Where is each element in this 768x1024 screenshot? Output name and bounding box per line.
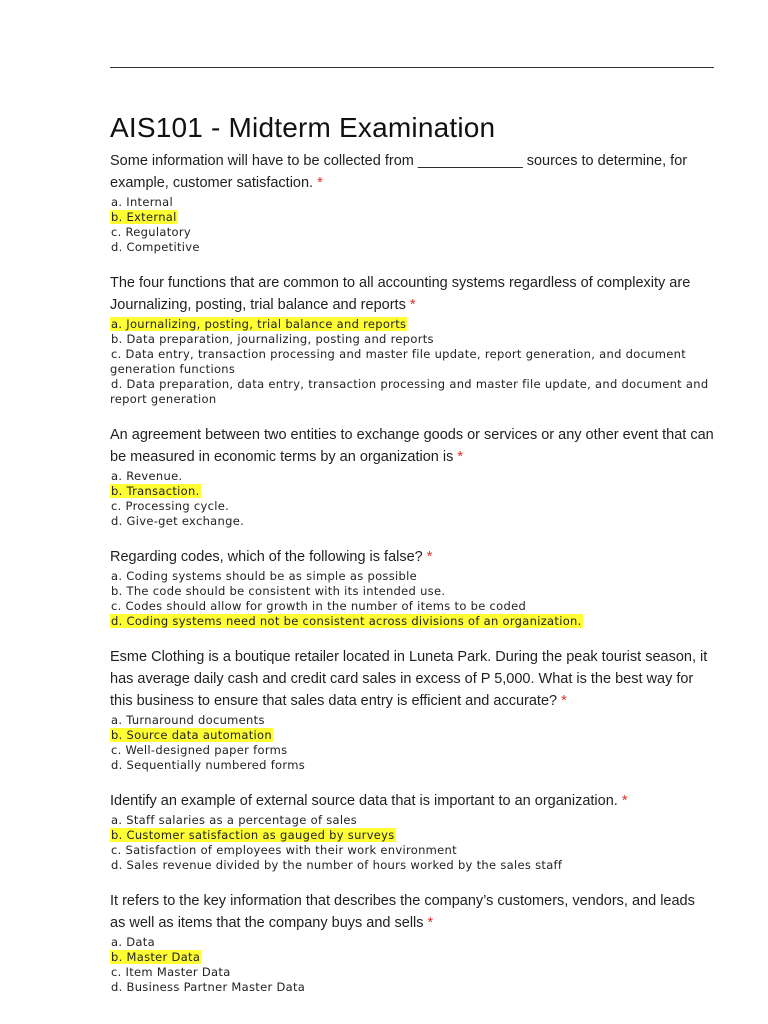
- answer-option: [110, 240, 714, 255]
- question-block: [110, 890, 714, 995]
- question-text: [110, 546, 714, 568]
- required-marker: *: [621, 793, 628, 809]
- option-label: a. Journalizing, posting, trial balance and reports: [111, 317, 407, 331]
- question-block: [110, 424, 714, 529]
- answer-option: [110, 743, 714, 758]
- question-label: An agreement between two entities to exchange goods or services or any other event that can be measured in economic terms by an organization is: [110, 427, 714, 465]
- question-label: Regarding codes, which of the following is false?: [110, 549, 423, 565]
- question-label: It refers to the key information that describes the company’s customers, vendors, and leads as well as items that the company buys and sells: [110, 893, 695, 931]
- option-label: a. Turnaround documents: [111, 713, 265, 727]
- option-label: d. Data preparation, data entry, transaction processing and master file update, and document and report generation: [110, 377, 709, 406]
- answer-option: [110, 469, 714, 484]
- option-label: c. Satisfaction of employees with their work environment: [111, 843, 457, 857]
- option-label: b. Source data automation: [111, 728, 272, 742]
- answer-option: [110, 858, 714, 873]
- option-label: c. Processing cycle.: [111, 499, 230, 513]
- highlighted-answer-option: [110, 728, 714, 743]
- question-text: [110, 790, 714, 812]
- top-divider: [110, 67, 714, 68]
- highlighted-answer-option: [110, 484, 714, 499]
- option-label: c. Data entry, transaction processing and master file update, report generation, and document generation functions: [110, 347, 687, 376]
- option-label: d. Competitive: [111, 240, 200, 254]
- question-text: [110, 272, 714, 316]
- option-list: [110, 317, 714, 407]
- question-block: [110, 272, 714, 407]
- question-block: [110, 546, 714, 629]
- option-label: b. Master Data: [111, 950, 201, 964]
- option-label: c. Item Master Data: [111, 965, 231, 979]
- required-marker: *: [427, 915, 434, 931]
- question-text: [110, 424, 714, 468]
- question-block: [110, 790, 714, 873]
- answer-option: [110, 332, 714, 347]
- answer-option: [110, 965, 714, 980]
- question-label: Identify an example of external source data that is important to an organization.: [110, 793, 618, 809]
- option-label: b. External: [111, 210, 177, 224]
- option-label: c. Codes should allow for growth in the number of items to be coded: [111, 599, 527, 613]
- option-list: [110, 569, 714, 629]
- question-text: [110, 150, 714, 194]
- highlighted-answer-option: [110, 317, 714, 332]
- option-label: c. Well-designed paper forms: [111, 743, 288, 757]
- answer-option: [110, 377, 714, 407]
- required-marker: *: [561, 693, 567, 709]
- required-marker: *: [457, 449, 464, 465]
- answer-option: [110, 499, 714, 514]
- question-label: The four functions that are common to all accounting systems regardless of complexity are Journalizing, posting, trial balance and reports: [110, 275, 691, 313]
- answer-option: [110, 514, 714, 529]
- answer-option: [110, 195, 714, 210]
- option-label: b. Data preparation, journalizing, posting and reports: [111, 332, 434, 346]
- option-label: a. Revenue.: [111, 469, 183, 483]
- answer-option: [110, 347, 714, 377]
- option-label: c. Regulatory: [111, 225, 191, 239]
- answer-option: [110, 935, 714, 950]
- highlighted-answer-option: [110, 828, 714, 843]
- answer-option: [110, 813, 714, 828]
- option-label: d. Sales revenue divided by the number of hours worked by the sales staff: [111, 858, 563, 872]
- question-block: [110, 646, 714, 773]
- answer-option: [110, 713, 714, 728]
- option-label: b. The code should be consistent with its intended use.: [111, 584, 446, 598]
- answer-option: [110, 584, 714, 599]
- option-label: a. Internal: [111, 195, 173, 209]
- option-list: [110, 935, 714, 995]
- option-label: d. Sequentially numbered forms: [111, 758, 306, 772]
- option-list: [110, 813, 714, 873]
- option-label: a. Coding systems should be as simple as possible: [111, 569, 417, 583]
- option-list: [110, 469, 714, 529]
- option-label: a. Data: [111, 935, 155, 949]
- option-list: [110, 195, 714, 255]
- option-list: [110, 713, 714, 773]
- answer-option: [110, 758, 714, 773]
- question-list: [110, 150, 714, 1012]
- highlighted-answer-option: [110, 614, 714, 629]
- question-label: Some information will have to be collected from _____________ sources to determine, for example, customer satisfaction.: [110, 153, 688, 191]
- option-label: b. Transaction.: [111, 484, 200, 498]
- highlighted-answer-option: [110, 210, 714, 225]
- option-label: d. Coding systems need not be consistent across divisions of an organization.: [111, 614, 582, 628]
- answer-option: [110, 569, 714, 584]
- required-marker: *: [409, 297, 416, 313]
- question-block: [110, 150, 714, 255]
- question-label: Esme Clothing is a boutique retailer located in Luneta Park. During the peak tourist season, it has average daily cash and credit card sales in excess of P 5,000. What is the best way for this business to ensure that sales data entry is efficient and accurate?: [110, 649, 708, 709]
- required-marker: *: [426, 549, 433, 565]
- option-label: a. Staff salaries as a percentage of sales: [111, 813, 358, 827]
- page-title: AIS101 - Midterm Examination: [110, 112, 496, 143]
- answer-option: [110, 599, 714, 614]
- question-text: [110, 890, 714, 934]
- option-label: d. Give-get exchange.: [111, 514, 245, 528]
- option-label: d. Business Partner Master Data: [111, 980, 306, 994]
- answer-option: [110, 843, 714, 858]
- answer-option: [110, 980, 714, 995]
- highlighted-answer-option: [110, 950, 714, 965]
- answer-option: [110, 225, 714, 240]
- required-marker: *: [317, 175, 323, 191]
- question-text: [110, 646, 714, 712]
- option-label: b. Customer satisfaction as gauged by surveys: [111, 828, 395, 842]
